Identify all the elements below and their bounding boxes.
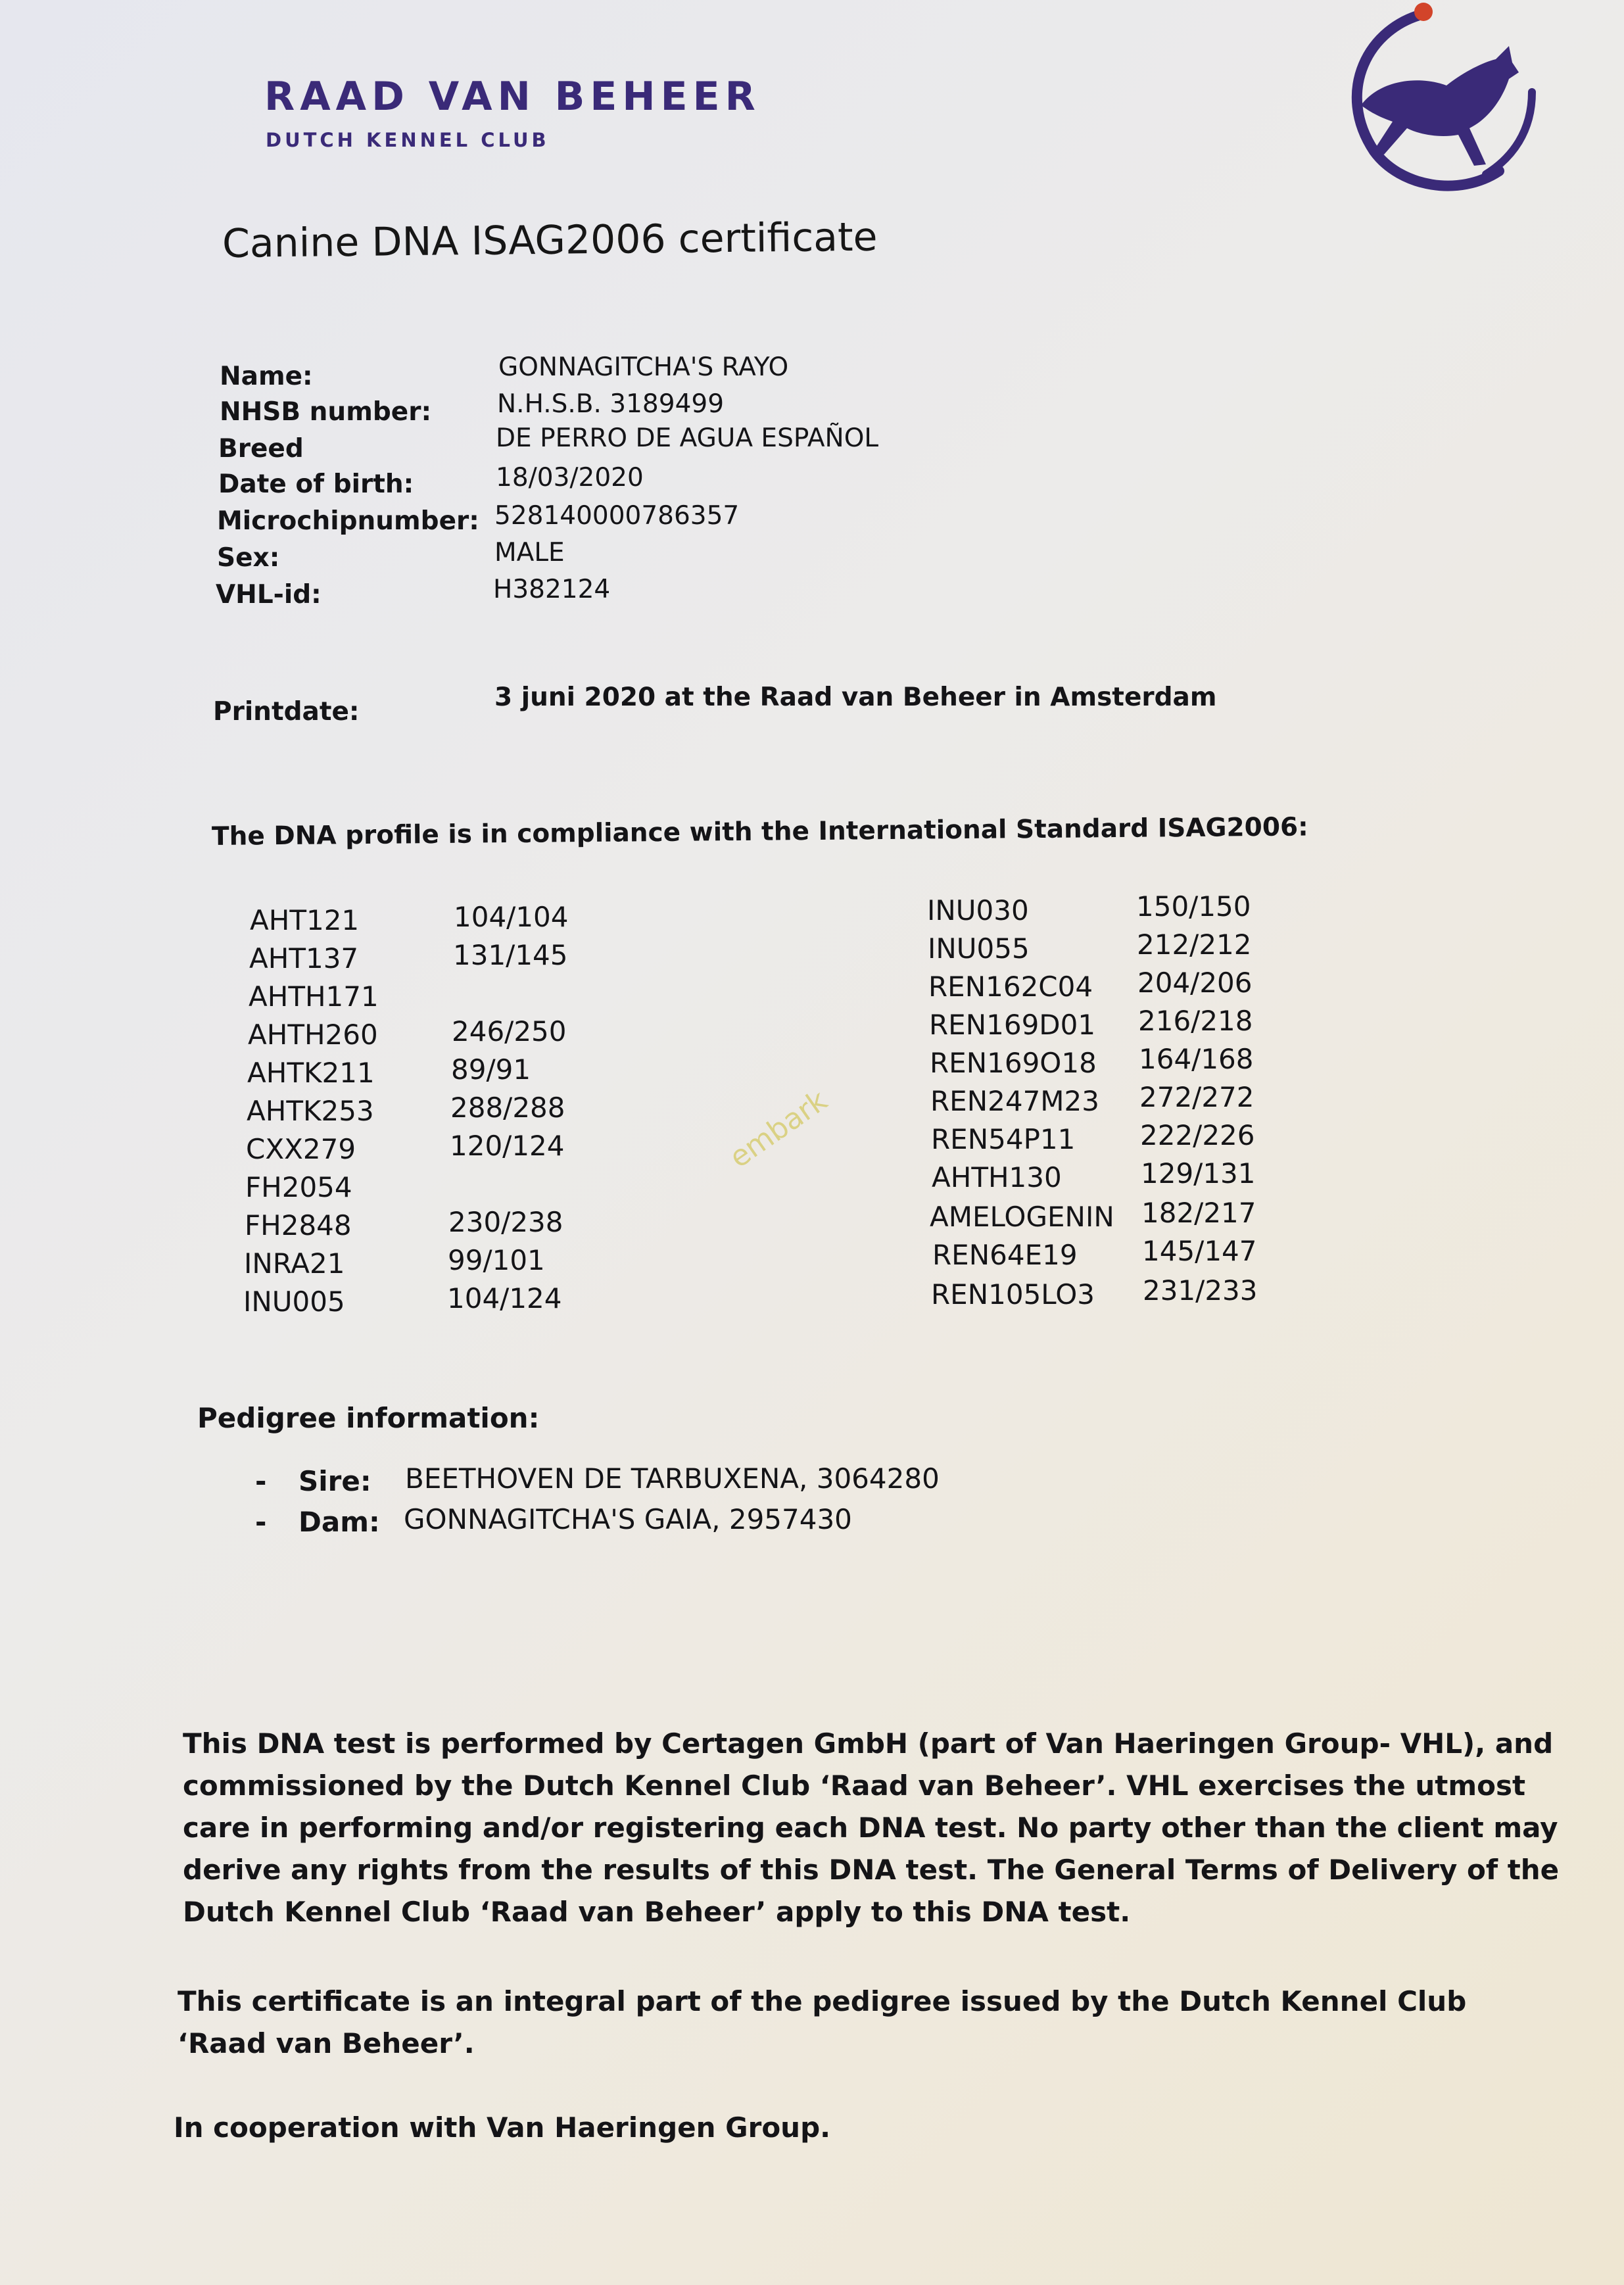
marker-alleles: 145/147	[1142, 1235, 1257, 1267]
sex-value: MALE	[494, 538, 565, 567]
marker-alleles: 272/272	[1139, 1081, 1254, 1113]
marker-alleles: 222/226	[1140, 1119, 1255, 1151]
marker-alleles: 288/288	[450, 1092, 565, 1124]
marker-name: AHTH130	[932, 1161, 1062, 1193]
marker-alleles: 89/91	[451, 1053, 531, 1086]
marker-name: CXX279	[246, 1133, 356, 1165]
marker-alleles: 204/206	[1137, 967, 1253, 999]
marker-alleles: 230/238	[448, 1206, 563, 1238]
marker-alleles: 150/150	[1136, 890, 1251, 923]
breed-value: DE PERRO DE AGUA ESPAÑOL	[496, 423, 879, 453]
microchip-label: Microchipnumber:	[217, 506, 479, 536]
org-name: RAAD VAN BEHEER	[264, 74, 761, 120]
marker-name: REN105LO3	[931, 1278, 1095, 1311]
bullet: -	[255, 1506, 267, 1538]
sex-label: Sex:	[217, 543, 280, 573]
vhl-id-value: H382124	[493, 575, 611, 604]
marker-name: REN162C04	[928, 971, 1093, 1003]
marker-name: AHTK253	[247, 1095, 374, 1127]
marker-alleles: 216/218	[1138, 1005, 1253, 1037]
dob-label: Date of birth:	[218, 469, 414, 499]
cooperation-line: In cooperation with Van Haeringen Group.	[174, 2111, 831, 2144]
marker-name: REN169O18	[930, 1047, 1097, 1079]
marker-name: AHT137	[249, 942, 359, 974]
marker-name: FH2054	[245, 1171, 352, 1203]
marker-alleles: 104/124	[447, 1282, 562, 1314]
marker-alleles: 212/212	[1137, 928, 1252, 961]
marker-name: AHTK211	[247, 1057, 375, 1089]
marker-name: AHTH171	[249, 980, 379, 1013]
marker-name: REN54P11	[931, 1123, 1076, 1155]
marker-name: AMELOGENIN	[930, 1201, 1114, 1233]
marker-alleles: 104/104	[454, 901, 569, 933]
pedigree-heading: Pedigree information:	[197, 1402, 540, 1434]
marker-alleles: 120/124	[450, 1130, 565, 1162]
marker-name: REN247M23	[930, 1085, 1099, 1117]
nhsb-value: N.H.S.B. 3189499	[497, 389, 725, 419]
marker-name: REN64E19	[932, 1239, 1078, 1271]
dob-value: 18/03/2020	[496, 463, 644, 493]
marker-name: INU030	[927, 894, 1029, 926]
disclaimer-paragraph: This DNA test is performed by Certagen GmbH (part of Van Haeringen Group- VHL), and commissioned by the Dutch Kennel Club ‘Raad van Beheer’. VHL exercises the utmost care in performing and/or registering each DNA test. No party other than the client may derive any rights from the results of this DNA test. The General Terms of Delivery of the Dutch Kennel Club ‘Raad van Beheer’ apply to this DNA test.	[183, 1727, 1560, 1928]
marker-name: INRA21	[244, 1247, 345, 1280]
org-subtitle: DUTCH KENNEL CLUB	[266, 129, 550, 151]
breed-label: Breed	[218, 434, 304, 464]
dam-label: Dam:	[299, 1506, 380, 1538]
marker-name: INU055	[928, 932, 1030, 965]
marker-alleles: 182/217	[1141, 1197, 1256, 1229]
marker-alleles: 246/250	[452, 1015, 567, 1047]
marker-name: REN169D01	[929, 1009, 1096, 1041]
nhsb-label: NHSB number:	[220, 397, 432, 427]
pedigree-integral-paragraph: This certificate is an integral part of the pedigree issued by the Dutch Kennel Club ‘Raad van Beheer’.	[178, 1985, 1467, 2059]
marker-alleles: 231/233	[1143, 1274, 1258, 1307]
vhl-id-label: VHL-id:	[216, 580, 322, 610]
marker-name: AHT121	[250, 904, 360, 936]
marker-alleles: 164/168	[1139, 1043, 1254, 1075]
name-label: Name:	[220, 362, 313, 391]
marker-alleles: 129/131	[1141, 1157, 1256, 1190]
sire-label: Sire:	[299, 1465, 371, 1497]
sire-value: BEETHOVEN DE TARBUXENA, 3064280	[405, 1462, 940, 1495]
marker-alleles: 131/145	[453, 939, 568, 971]
dna-profile-heading: The DNA profile is in compliance with the International Standard ISAG2006:	[211, 812, 1308, 852]
name-value: GONNAGITCHA'S RAYO	[498, 352, 789, 382]
certificate-title: Canine DNA ISAG2006 certificate	[222, 214, 878, 267]
printdate-label: Printdate:	[213, 697, 360, 727]
dam-value: GONNAGITCHA'S GAIA, 2957430	[404, 1503, 852, 1535]
microchip-value: 528140000786357	[494, 501, 740, 531]
bullet: -	[255, 1465, 267, 1497]
dog-leaping-logo-icon	[1322, 0, 1552, 204]
marker-name: AHTH260	[248, 1019, 378, 1051]
marker-name: FH2848	[245, 1209, 352, 1241]
marker-name: INU005	[243, 1286, 345, 1318]
marker-alleles: 99/101	[448, 1244, 545, 1276]
printdate-value: 3 juni 2020 at the Raad van Beheer in Amsterdam	[494, 683, 1217, 712]
embark-watermark: embark	[723, 1084, 834, 1175]
